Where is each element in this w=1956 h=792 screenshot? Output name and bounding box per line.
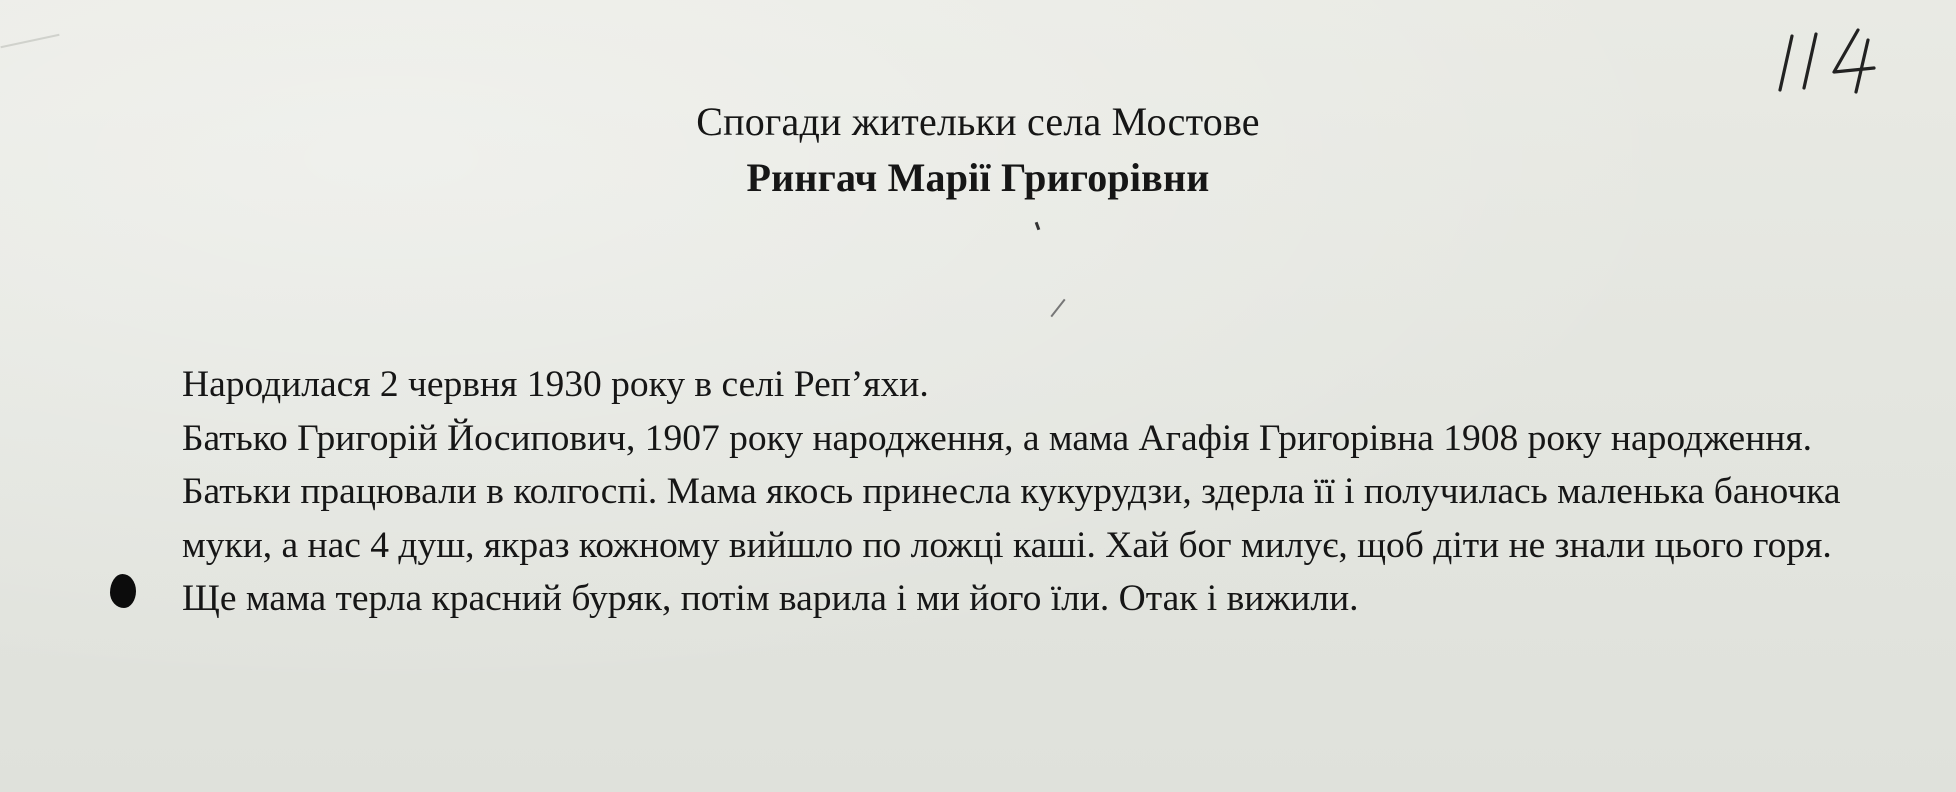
document-body	[182, 358, 1872, 626]
paper-pencil-mark	[1050, 299, 1065, 318]
document-title: Спогади жительки села Мостове	[696, 99, 1260, 144]
page-number-text: 114	[1770, 18, 1772, 19]
paper-speck	[1035, 222, 1041, 231]
paper-crease	[0, 34, 59, 48]
handwritten-page-number	[1770, 18, 1910, 98]
paragraph-birth: Народилася 2 червня 1930 року в селі Реп’яхи.	[182, 364, 929, 405]
paragraph-memories: Батьки працювали в колгоспі. Мама якось принесла кукурудзи, здерла її і получилась маленька баночка муки, а нас 4 душ, якраз кожному вийшло по ложці каші. Хай бог милує, щоб діти не знали цього горя. Ще мама терла красний буряк, потім варила і ми його їли. Отак і вижили.	[182, 471, 1841, 619]
document-subtitle-name: Рингач Марії Григорівни	[746, 155, 1210, 200]
paragraph-parents: Батько Григорій Йосипович, 1907 року народження, а мама Агафія Григорівна 1908 року народження.	[182, 417, 1812, 459]
ink-blot	[110, 574, 136, 608]
